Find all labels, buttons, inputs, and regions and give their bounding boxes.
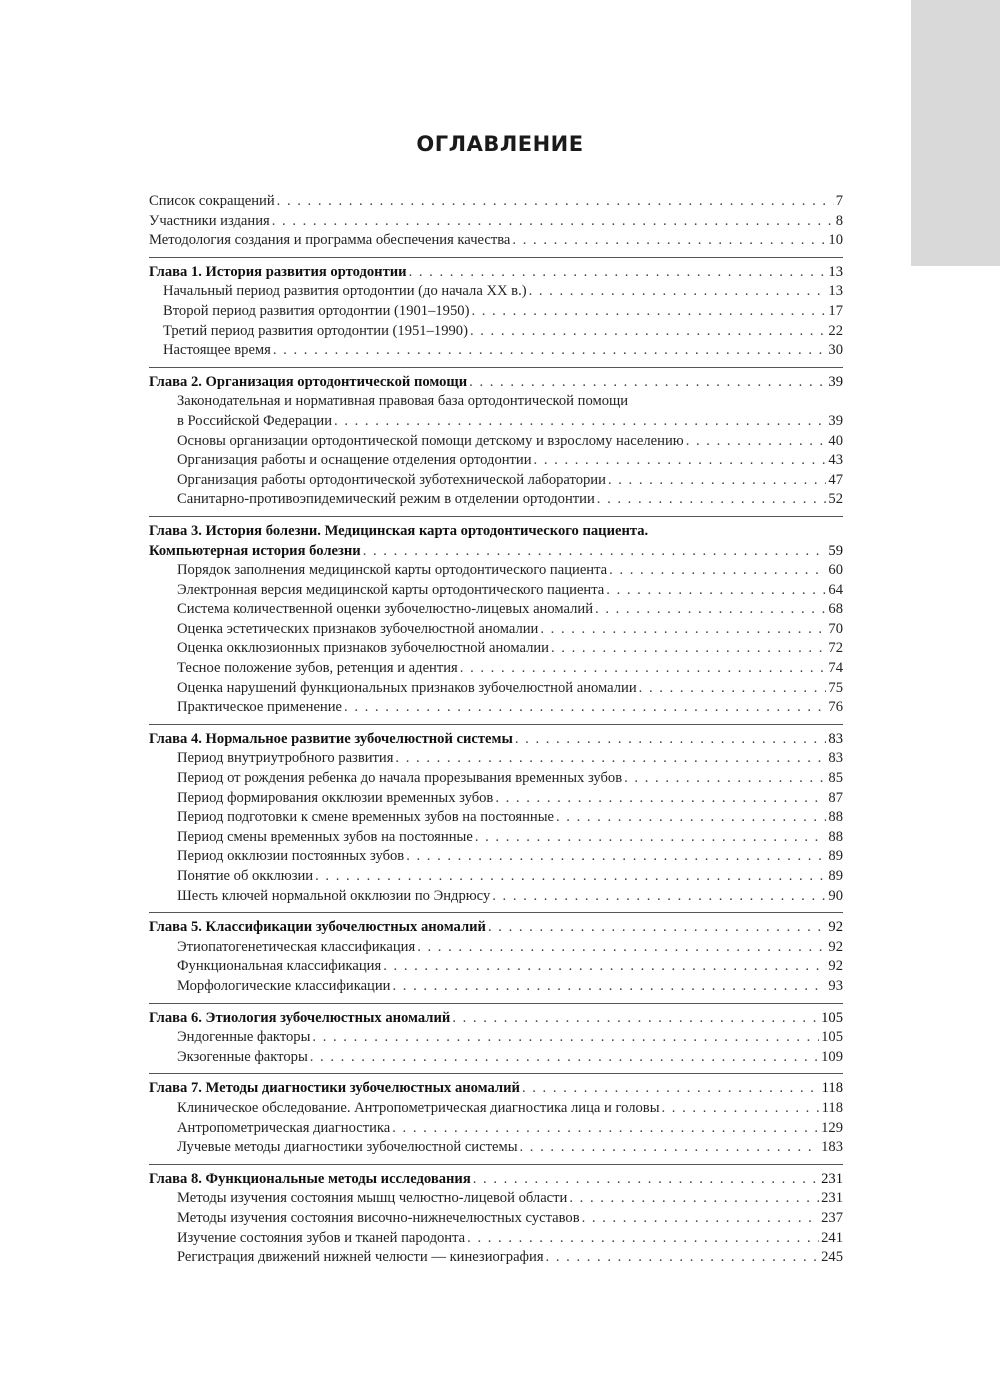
chapter-title: Глава 3. История болезни. Медицинская карта ортодонтического пациента. <box>149 522 649 539</box>
toc-entry-page: 89 <box>828 848 843 865</box>
leader-dots <box>471 302 826 322</box>
chapter-heading[interactable] <box>149 263 843 283</box>
toc-entry-title: Методология создания и программа обеспечения качества <box>149 232 511 249</box>
toc-entry[interactable] <box>149 957 843 977</box>
chapter-page: 13 <box>828 263 843 280</box>
leader-dots <box>383 957 826 977</box>
chapter-page: 59 <box>828 542 843 559</box>
toc-entry[interactable] <box>149 322 843 342</box>
leader-dots <box>409 263 827 283</box>
divider <box>149 912 843 913</box>
toc-entry-page: 72 <box>828 640 843 657</box>
toc-entry-title: Период внутриутробного развития <box>177 750 394 767</box>
leader-dots <box>520 1138 820 1158</box>
toc-entry[interactable] <box>149 749 843 769</box>
toc-entry-page: 13 <box>828 283 843 300</box>
leader-dots <box>315 867 826 887</box>
toc-entry[interactable] <box>149 212 843 232</box>
toc-entry-page: 10 <box>828 232 843 249</box>
toc-entry-title: Организация работы ортодонтической зуботехнической лаборатории <box>177 471 606 488</box>
toc-entry-title: Система количественной оценки зубочелюстно-лицевых аномалий <box>177 601 594 618</box>
toc-entry-page: 74 <box>828 660 843 677</box>
toc-entry[interactable] <box>149 1229 843 1249</box>
toc-entry-page: 40 <box>828 432 843 449</box>
toc-entry-title: Лучевые методы диагностики зубочелюстной системы <box>177 1139 518 1156</box>
leader-dots <box>595 600 826 620</box>
leader-dots <box>582 1209 820 1229</box>
toc-entry[interactable] <box>149 561 843 581</box>
toc-entry-page: 70 <box>828 620 843 637</box>
toc-entry[interactable] <box>149 1099 843 1119</box>
toc-entry[interactable] <box>149 977 843 997</box>
toc-entry[interactable] <box>149 1189 843 1209</box>
toc-entry[interactable] <box>149 808 843 828</box>
leader-dots <box>551 639 826 659</box>
toc-entry-title: Второй период развития ортодонтии (1901–1950) <box>163 302 470 319</box>
leader-dots <box>540 620 826 640</box>
chapter-page: 39 <box>828 373 843 390</box>
toc-entry-page: 105 <box>821 1029 843 1046</box>
chapter-page: 105 <box>821 1009 843 1026</box>
toc-entry[interactable] <box>149 471 843 491</box>
toc-entry-page: 237 <box>821 1209 843 1226</box>
chapter-6 <box>149 1009 843 1068</box>
leader-dots <box>467 1229 819 1249</box>
leader-dots <box>522 1079 820 1099</box>
leader-dots <box>662 1099 820 1119</box>
leader-dots <box>272 212 834 232</box>
chapter-heading[interactable] <box>149 373 843 393</box>
leader-dots <box>406 847 826 867</box>
leader-dots <box>470 322 826 342</box>
leader-dots <box>515 730 827 750</box>
toc-entry[interactable] <box>149 789 843 809</box>
leader-dots <box>606 581 826 601</box>
toc-entry[interactable] <box>149 1119 843 1139</box>
chapter-title: Глава 7. Методы диагностики зубочелюстных аномалий <box>149 1080 520 1097</box>
divider <box>149 516 843 517</box>
divider <box>149 257 843 258</box>
chapter-8 <box>149 1170 843 1268</box>
toc-entry[interactable] <box>149 341 843 361</box>
leader-dots <box>569 1189 819 1209</box>
toc-entry[interactable] <box>149 581 843 601</box>
toc-entry[interactable] <box>149 1209 843 1229</box>
chapter-3 <box>149 522 843 718</box>
chapter-title: Глава 6. Этиология зубочелюстных аномалий <box>149 1009 451 1026</box>
leader-dots <box>546 1248 820 1268</box>
toc-entry-title: Тесное положение зубов, ретенция и адентия <box>177 660 458 677</box>
toc-entry-page: 92 <box>828 938 843 955</box>
toc-entry-title: Период подготовки к смене временных зубов на постоянные <box>177 809 554 826</box>
toc-entry-title: Этиопатогенетическая классификация <box>177 938 416 955</box>
toc-entry-title: Участники издания <box>149 212 270 229</box>
leader-dots <box>608 471 826 491</box>
toc-entry-title: Законодательная и нормативная правовая база ортодонтической помощи <box>177 393 629 410</box>
chapter-heading[interactable] <box>149 1009 843 1029</box>
toc-entry-title: Основы организации ортодонтической помощи детскому и взрослому населению <box>177 432 684 449</box>
toc-entry-title: Оценка окклюзионных признаков зубочелюстной аномалии <box>177 640 549 657</box>
toc-entry-title: Клиническое обследование. Антропометрическая диагностика лица и головы <box>177 1099 660 1116</box>
chapter-page: 231 <box>821 1170 843 1187</box>
toc-entry-page: 245 <box>821 1249 843 1266</box>
toc-entry-title: Период формирования окклюзии временных зубов <box>177 789 494 806</box>
toc-entry-page: 22 <box>828 322 843 339</box>
chapter-title: Глава 4. Нормальное развитие зубочелюстной системы <box>149 730 513 747</box>
toc-entry-page: 60 <box>828 562 843 579</box>
toc-entry[interactable] <box>149 1248 843 1268</box>
toc-entry[interactable] <box>149 1028 843 1048</box>
toc-entry-page: 88 <box>828 809 843 826</box>
toc-entry-title: Период окклюзии постоянных зубов <box>177 848 405 865</box>
toc-entry-page: 90 <box>828 887 843 904</box>
chapter-page: 118 <box>821 1080 843 1097</box>
toc-entry-page: 92 <box>828 958 843 975</box>
divider <box>149 1164 843 1165</box>
leader-dots <box>686 432 827 452</box>
chapter-title: Глава 1. История развития ортодонтии <box>149 263 407 280</box>
chapter-5 <box>149 918 843 996</box>
chapter-7 <box>149 1079 843 1157</box>
chapter-title: Компьютерная история болезни <box>149 542 361 559</box>
leader-dots <box>460 659 827 679</box>
chapter-heading[interactable] <box>149 1170 843 1190</box>
toc-entry-page: 64 <box>828 581 843 598</box>
toc-entry-title: Санитарно-противоэпидемический режим в отделении ортодонтии <box>177 491 595 508</box>
leader-dots <box>495 789 826 809</box>
leader-dots <box>609 561 826 581</box>
toc-entry-title: Третий период развития ортодонтии (1951–1990) <box>163 322 468 339</box>
toc-entry-page: 93 <box>828 977 843 994</box>
toc-entry-page: 43 <box>828 452 843 469</box>
toc-entry[interactable] <box>149 451 843 471</box>
toc-entry[interactable] <box>149 938 843 958</box>
chapter-heading[interactable] <box>149 1079 843 1099</box>
toc-entry[interactable] <box>149 600 843 620</box>
chapter-page: 83 <box>828 730 843 747</box>
divider <box>149 1003 843 1004</box>
divider <box>149 367 843 368</box>
toc-entry[interactable] <box>149 639 843 659</box>
toc-entry-page: 83 <box>828 750 843 767</box>
toc-entry-page: 109 <box>821 1048 843 1065</box>
toc-entry-title: Экзогенные факторы <box>177 1048 308 1065</box>
toc-entry[interactable] <box>149 828 843 848</box>
toc-entry-page: 30 <box>828 342 843 359</box>
divider <box>149 1073 843 1074</box>
toc-entry-title: Период смены временных зубов на постоянные <box>177 828 473 845</box>
leader-dots <box>363 542 827 562</box>
toc-entry[interactable] <box>149 847 843 867</box>
toc-entry-page: 68 <box>828 601 843 618</box>
toc-entry-page: 129 <box>821 1119 843 1136</box>
toc-entry-title: Функциональная классификация <box>177 958 382 975</box>
toc-entry[interactable] <box>149 769 843 789</box>
toc-entry-title: в Российской Федерации <box>177 412 333 429</box>
toc-entry[interactable] <box>149 432 843 452</box>
leader-dots <box>452 1009 819 1029</box>
toc-entry-title: Порядок заполнения медицинской карты ортодонтического пациента <box>177 562 608 579</box>
chapter-heading[interactable] <box>149 542 843 562</box>
toc-entry-page: 89 <box>828 868 843 884</box>
toc-entry-page: 39 <box>828 412 843 429</box>
toc-entry-page: 8 <box>835 212 843 229</box>
chapter-1 <box>149 263 843 361</box>
leader-dots <box>334 412 826 432</box>
toc-entry[interactable] <box>149 679 843 699</box>
leader-dots <box>597 490 827 510</box>
toc-entry-page: 231 <box>821 1190 843 1207</box>
toc-entry-title: Морфологические классификации <box>177 977 391 994</box>
toc-entry-title: Период от рождения ребенка до начала прорезывания временных зубов <box>177 770 623 787</box>
chapter-heading-line1 <box>149 522 843 542</box>
toc-entry-title: Начальный период развития ортодонтии (до начала XX в.) <box>163 283 527 300</box>
leader-dots <box>492 887 826 907</box>
toc-entry-page: 17 <box>828 302 843 319</box>
toc-entry[interactable] <box>149 231 843 251</box>
toc-entry[interactable] <box>149 867 843 887</box>
leader-dots <box>273 341 827 361</box>
chapter-page: 92 <box>828 919 843 936</box>
leader-dots <box>277 192 834 212</box>
toc-entry[interactable] <box>149 412 843 432</box>
toc-entry-title: Методы изучения состояния мышц челюстно-лицевой области <box>177 1190 568 1207</box>
toc-entry-page: 85 <box>828 770 843 787</box>
toc-entry[interactable] <box>149 282 843 302</box>
divider <box>149 724 843 725</box>
leader-dots <box>417 938 826 958</box>
toc-entry-page: 241 <box>821 1229 843 1246</box>
leader-dots <box>392 1119 819 1139</box>
toc-entry-title: Оценка нарушений функциональных признаков зубочелюстной аномалии <box>177 679 637 696</box>
leader-dots <box>475 828 827 848</box>
leader-dots <box>556 808 826 828</box>
toc-entry-title: Практическое применение <box>177 699 343 716</box>
toc-entry[interactable] <box>149 698 843 718</box>
toc-entry-line1 <box>149 392 843 412</box>
toc-entry-page: 7 <box>835 193 843 209</box>
toc-entry-title: Настоящее время <box>163 342 271 359</box>
toc-entry-title: Понятие об окклюзии <box>177 868 314 884</box>
chapter-2 <box>149 373 843 510</box>
leader-dots <box>512 231 826 251</box>
chapter-4 <box>149 730 843 906</box>
front-matter <box>149 192 843 251</box>
toc-entry-page: 88 <box>828 828 843 845</box>
leader-dots <box>534 451 827 471</box>
leader-dots <box>488 918 826 938</box>
toc-entry-title: Шесть ключей нормальной окклюзии по Эндрюсу <box>177 887 491 904</box>
toc-entry[interactable] <box>149 192 843 212</box>
toc-entry-page: 52 <box>828 491 843 508</box>
toc-entry-page: 118 <box>821 1099 843 1116</box>
chapter-heading[interactable] <box>149 730 843 750</box>
toc-entry[interactable] <box>149 302 843 322</box>
toc-entry-title: Эндогенные факторы <box>177 1029 311 1046</box>
toc-entry-page: 76 <box>828 699 843 716</box>
toc-entry-title: Электронная версия медицинской карты ортодонтического пациента <box>177 581 605 598</box>
toc-entry-title: Изучение состояния зубов и тканей пародонта <box>177 1229 466 1246</box>
toc-entry-page: 87 <box>828 789 843 806</box>
page-title: ОГЛАВЛЕНИЕ <box>416 132 584 156</box>
leader-dots <box>395 749 826 769</box>
toc-entry[interactable] <box>149 490 843 510</box>
leader-dots <box>344 698 826 718</box>
toc-entry[interactable] <box>149 1048 843 1068</box>
leader-dots <box>310 1048 819 1068</box>
leader-dots <box>392 977 826 997</box>
toc-entry-page: 183 <box>821 1139 843 1156</box>
toc-entry-title: Список сокращений <box>149 193 275 209</box>
toc-entry-title: Регистрация движений нижней челюсти — кинезиография <box>177 1249 544 1266</box>
chapter-title: Глава 8. Функциональные методы исследования <box>149 1170 471 1187</box>
chapter-title: Глава 5. Классификации зубочелюстных аномалий <box>149 919 486 936</box>
table-of-contents <box>149 192 843 1268</box>
toc-entry[interactable] <box>149 1138 843 1158</box>
toc-entry-page: 75 <box>828 679 843 696</box>
toc-entry[interactable] <box>149 659 843 679</box>
toc-entry-title: Антропометрическая диагностика <box>177 1119 391 1136</box>
leader-dots <box>529 282 827 302</box>
toc-entry[interactable] <box>149 887 843 907</box>
toc-entry-title: Методы изучения состояния височно-нижнечелюстных суставов <box>177 1209 580 1226</box>
toc-entry-page: 47 <box>828 471 843 488</box>
leader-dots <box>312 1028 819 1048</box>
chapter-title: Глава 2. Организация ортодонтической помощи <box>149 373 468 390</box>
leader-dots <box>469 373 826 393</box>
toc-entry[interactable] <box>149 620 843 640</box>
chapter-heading[interactable] <box>149 918 843 938</box>
leader-dots <box>624 769 826 789</box>
toc-entry-title: Организация работы и оснащение отделения ортодонтии <box>177 452 532 469</box>
leader-dots <box>639 679 827 699</box>
leader-dots <box>473 1170 819 1190</box>
toc-entry-title: Оценка эстетических признаков зубочелюстной аномалии <box>177 620 539 637</box>
